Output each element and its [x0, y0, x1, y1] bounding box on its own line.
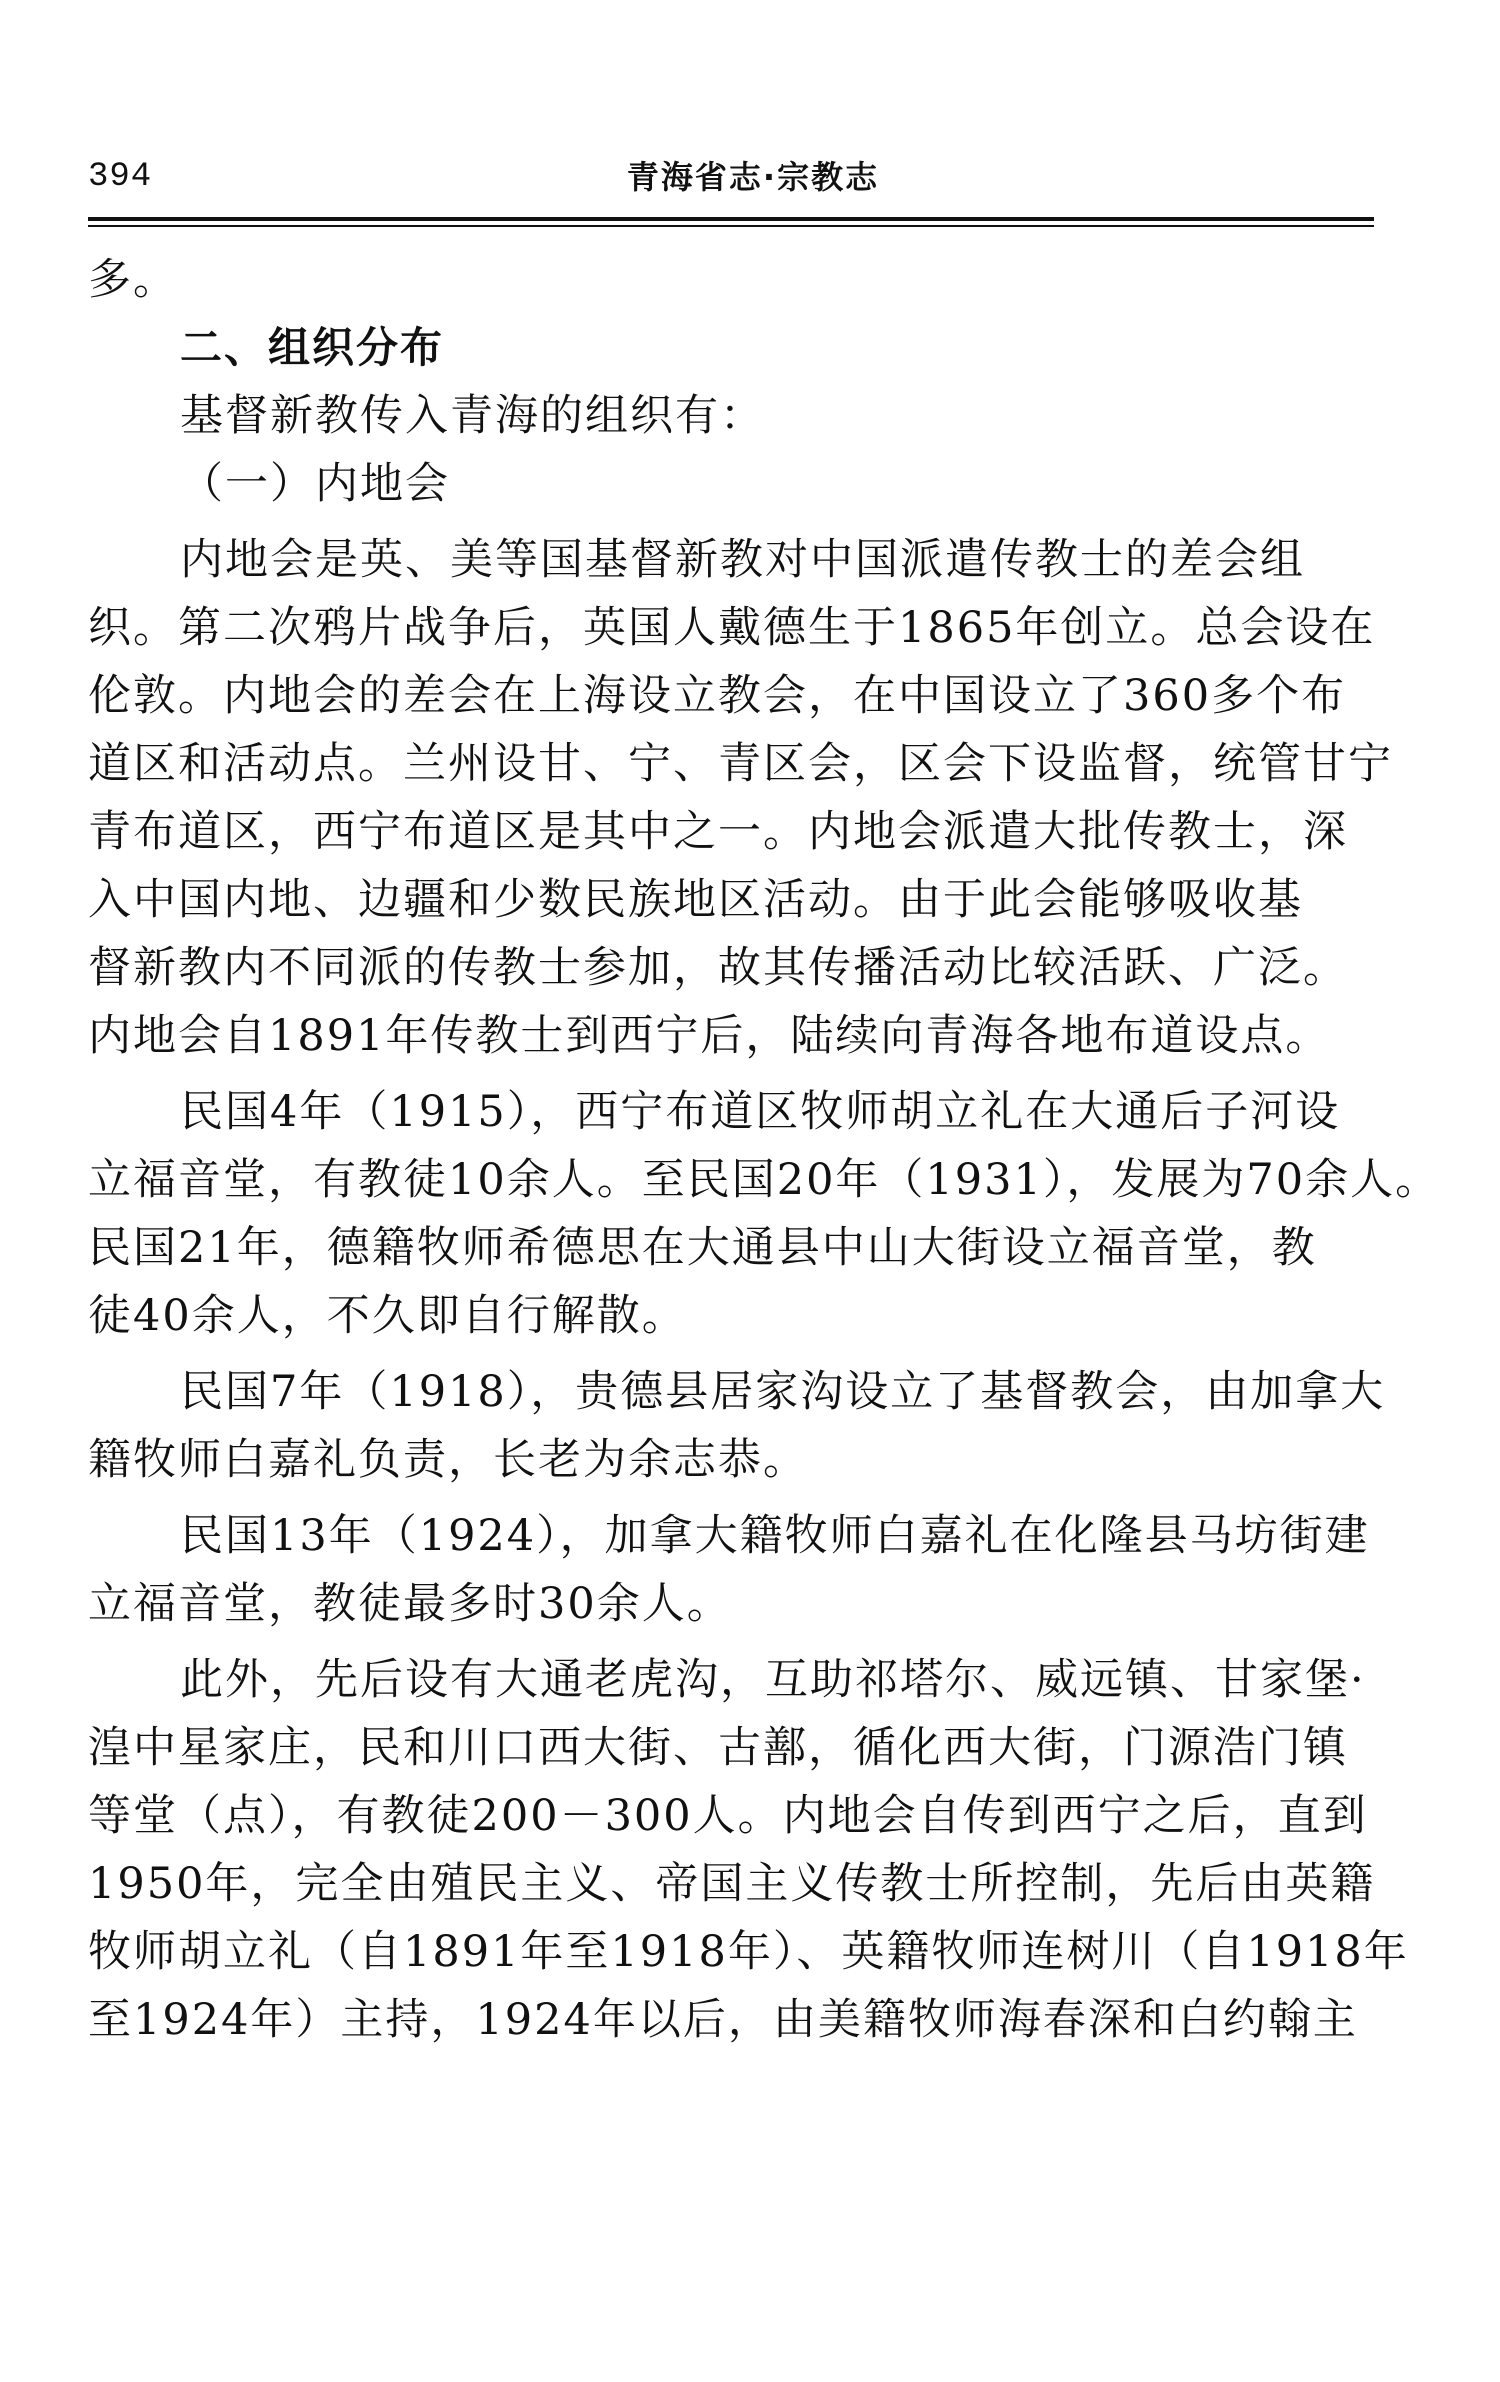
section-heading: 二、组织分布: [180, 323, 445, 372]
paragraph-4-line-1: 民国13年（1924），加拿大籍牧师白嘉礼在化隆县马坊街建: [180, 1511, 1370, 1561]
paragraph-2-line-2: 立福音堂，有教徒10余人。至民国20年（1931），发展为70余人。: [88, 1155, 1441, 1205]
paragraph-4-line-2: 立福音堂，教徒最多时30余人。: [88, 1579, 732, 1629]
paragraph-3-line-2: 籍牧师白嘉礼负责，长老为余志恭。: [88, 1435, 808, 1485]
paragraph-1-line-7: 督新教内不同派的传教士参加，故其传播活动比较活跃、广泛。: [88, 943, 1348, 993]
paragraph-5-line-4: 1950年，完全由殖民主义、帝国主义传教士所控制，先后由英籍: [88, 1859, 1376, 1909]
paragraph-5-line-2: 湟中星家庄，民和川口西大街、古鄯，循化西大街，门源浩门镇: [88, 1723, 1348, 1773]
paragraph-3-line-1: 民国7年（1918），贵德县居家沟设立了基督教会，由加拿大: [180, 1367, 1386, 1417]
header-rule-thin: [88, 225, 1374, 227]
subsection-heading: （一）内地会: [180, 459, 450, 509]
paragraph-5-line-5: 牧师胡立礼（自1891年至1918年）、英籍牧师连树川（自1918年: [88, 1927, 1409, 1977]
page-header: [88, 152, 1372, 202]
paragraph-1-line-8: 内地会自1891年传教士到西宁后，陆续向青海各地布道设点。: [88, 1011, 1331, 1061]
paragraph-1-line-6: 入中国内地、边疆和少数民族地区活动。由于此会能够吸收基: [88, 875, 1303, 925]
paragraph-5-line-1: 此外，先后设有大通老虎沟，互助祁塔尔、威远镇、甘家堡·: [180, 1655, 1366, 1705]
paragraph-2-line-4: 徒40余人，不久即自行解散。: [88, 1291, 687, 1341]
paragraph-1-line-1: 内地会是英、美等国基督新教对中国派遣传教士的差会组: [180, 535, 1305, 585]
paragraph-1-line-3: 伦敦。内地会的差会在上海设立教会，在中国设立了360多个布: [88, 671, 1347, 721]
running-title: 青海省志·宗教志: [626, 158, 880, 196]
page-number: 394: [88, 158, 153, 196]
paragraph-5-line-3: 等堂（点），有教徒200－300人。内地会自传到西宁之后，直到: [88, 1791, 1368, 1841]
paragraph-5-line-6: 至1924年）主持，1924年以后，由美籍牧师海春深和白约翰主: [88, 1995, 1358, 2045]
intro-paragraph: 基督新教传入青海的组织有：: [180, 391, 765, 441]
paragraph-1-line-4: 道区和活动点。兰州设甘、宁、青区会，区会下设监督，统管甘宁: [88, 739, 1393, 789]
paragraph-1-line-2: 织。第二次鸦片战争后，英国人戴德生于1865年创立。总会设在: [88, 603, 1376, 653]
paragraph-1-line-5: 青布道区，西宁布道区是其中之一。内地会派遣大批传教士，深: [88, 807, 1348, 857]
paragraph-2-line-1: 民国4年（1915），西宁布道区牧师胡立礼在大通后子河设: [180, 1087, 1341, 1137]
main-text: [88, 246, 1441, 2054]
header-rule-thick: [88, 217, 1374, 221]
paragraph-2-line-3: 民国21年，德籍牧师希德思在大通县中山大街设立福音堂，教: [88, 1223, 1317, 1273]
continued-line: 多。: [88, 255, 178, 305]
